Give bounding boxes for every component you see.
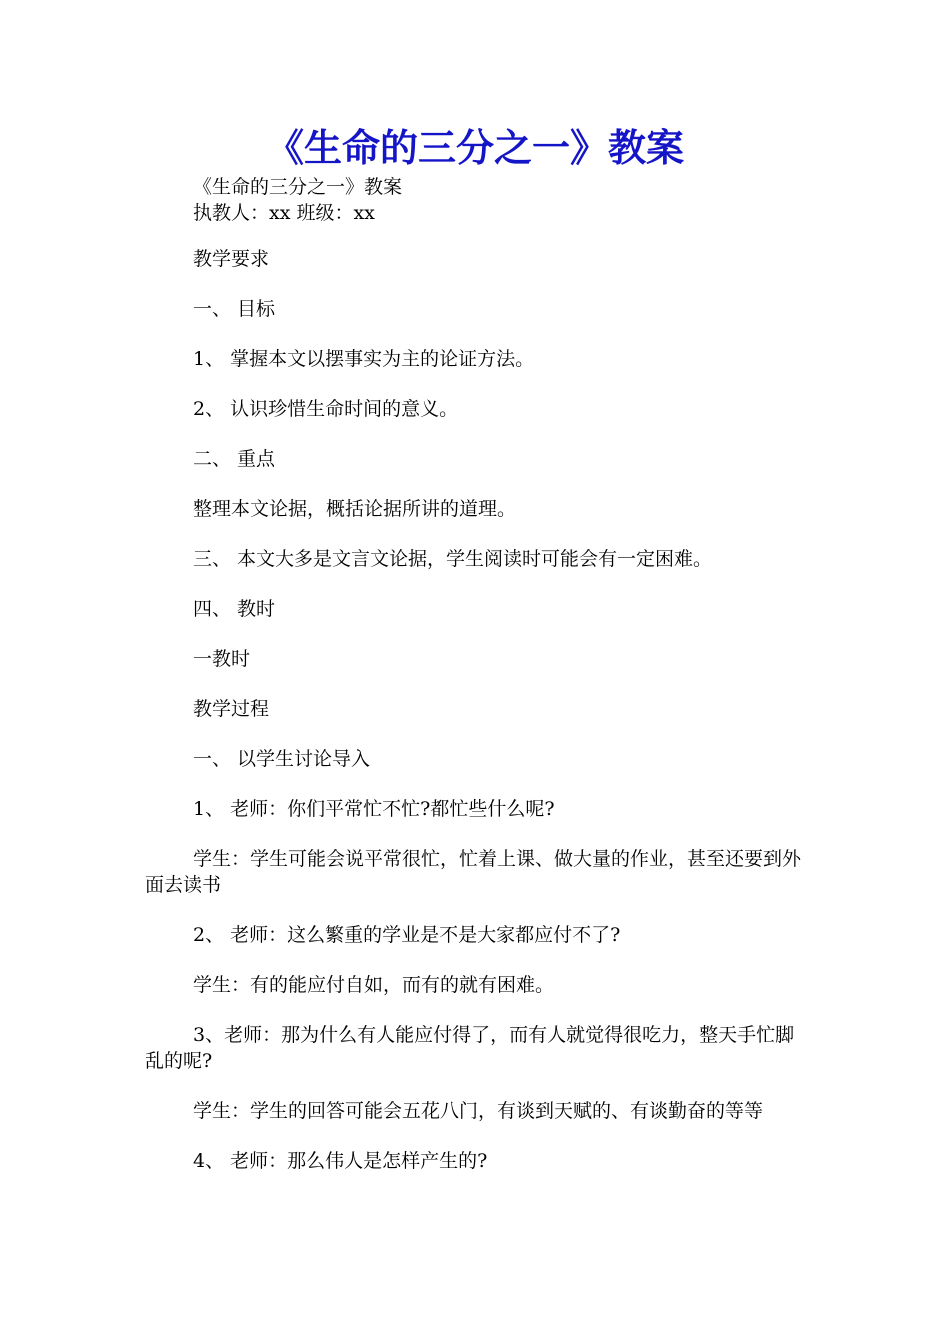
list-heading: 四、 教时: [193, 598, 276, 620]
section-heading: 教学要求: [193, 248, 270, 270]
paragraph: 一教时: [193, 648, 251, 670]
teacher-class-line: 执教人：xx 班级：xx: [193, 202, 375, 224]
list-item: 1、 掌握本文以摆事实为主的论证方法。: [193, 348, 535, 370]
dialogue-student: 学生：有的能应付自如，而有的就有困难。: [193, 974, 555, 996]
list-heading: 三、 本文大多是文言文论据，学生阅读时可能会有一定困难。: [193, 548, 713, 570]
section-heading: 教学过程: [193, 698, 270, 720]
list-heading: 二、 重点: [193, 448, 276, 470]
list-heading: 一、 目标: [193, 298, 276, 320]
document-title: 《生命的三分之一》教案: [265, 125, 684, 170]
document-subtitle: 《生命的三分之一》教案: [193, 176, 403, 198]
list-heading: 一、 以学生讨论导入: [193, 748, 371, 770]
dialogue-teacher: 2、 老师：这么繁重的学业是不是大家都应付不了?: [193, 924, 621, 946]
dialogue-teacher: 1、 老师：你们平常忙不忙?都忙些什么呢?: [193, 798, 555, 820]
list-item: 2、 认识珍惜生命时间的意义。: [193, 398, 459, 420]
dialogue-student: 学生：学生可能会说平常很忙，忙着上课、做大量的作业，甚至还要到外面去读书: [145, 848, 802, 896]
dialogue-teacher: 3、老师：那为什么有人能应付得了，而有人就觉得很吃力，整天手忙脚乱的呢?: [145, 1024, 795, 1072]
dialogue-student: 学生：学生的回答可能会五花八门，有谈到天赋的、有谈勤奋的等等: [193, 1100, 764, 1122]
dialogue-teacher: 4、 老师：那么伟人是怎样产生的?: [193, 1150, 488, 1172]
document-header: [193, 174, 402, 226]
paragraph: 整理本文论据，概括论据所讲的道理。: [193, 498, 517, 520]
document-body: [145, 246, 810, 1198]
